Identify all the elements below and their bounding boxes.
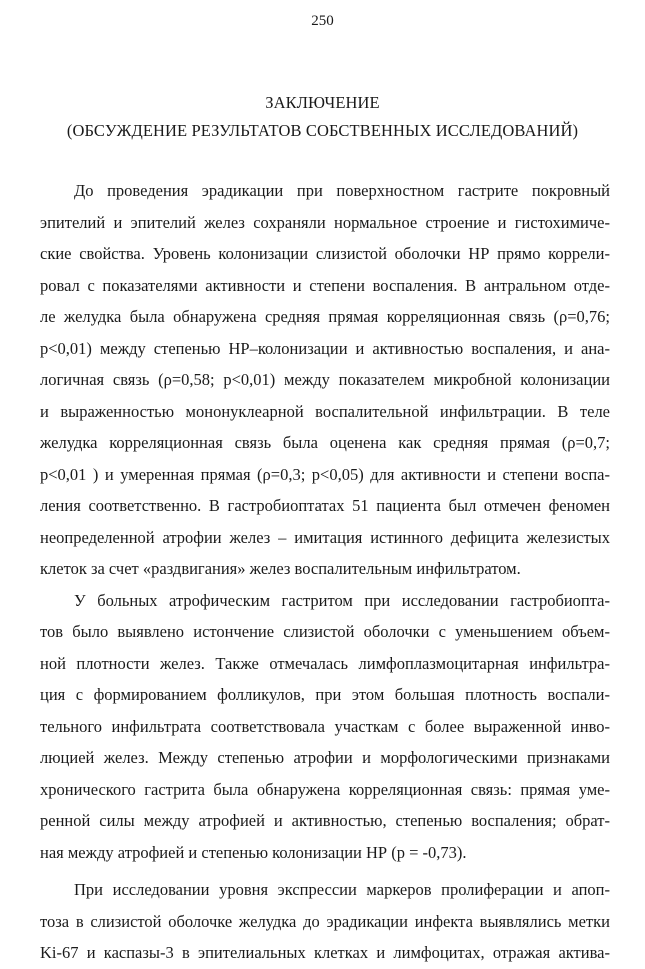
text-line: логичная связь (ρ=0,58; p<0,01) между показателем микробной колонизации	[40, 370, 610, 389]
text-line: У больных атрофическим гастритом при исследовании гастробиопта-	[74, 590, 610, 610]
text-line: p<0,01 ) и умеренная прямая (ρ=0,3; p<0,05) для активности и степени воспа-	[40, 464, 610, 484]
text-line: ной плотности желез. Также отмечалась лимфоплазмоцитарная инфильтра-	[40, 653, 610, 673]
text-line: неопределенной атрофии желез – имитация истинного дефицита железистых	[40, 527, 610, 547]
paragraph	[40, 585, 610, 869]
text-line: и выраженностью мононуклеарной воспалительной инфильтрации. В теле	[40, 401, 610, 421]
page-number: 250	[311, 13, 334, 29]
section-subtitle: (ОБСУЖДЕНИЕ РЕЗУЛЬТАТОВ СОБСТВЕННЫХ ИССЛЕДОВАНИЙ)	[66, 121, 579, 140]
text-line: тоза в слизистой оболочке желудка до эрадикации инфекта выявлялись метки	[40, 911, 610, 931]
text-line: эпителий и эпителий желез сохраняли нормальное строение и гистохимиче-	[40, 212, 610, 232]
text-line: ренной силы между атрофией и активностью, степенью воспаления; обрат-	[40, 811, 610, 830]
text-line: ле желудка была обнаружена средняя прямая корреляционная связь (ρ=0,76;	[40, 307, 610, 326]
text-line: До проведения эрадикации при поверхностном гастрите покровный	[74, 181, 610, 200]
paragraph	[40, 175, 610, 585]
text-line: ровал с показателями активности и степени воспаления. В антральном отде-	[40, 275, 610, 295]
text-line: ция с формированием фолликулов, при этом большая плотность воспали-	[40, 685, 610, 704]
text-line: тов было выявлено истончение слизистой оболочки с уменьшением объем-	[40, 622, 610, 641]
paragraph	[40, 874, 610, 969]
text-line: тельного инфильтрата соответствовала участкам с более выраженной инво-	[40, 716, 610, 736]
text-line: ления соответственно. В гастробиоптатах 51 пациента был отмечен феномен	[40, 496, 610, 515]
text-line: p<0,01) между степенью НР–колонизации и активностью воспаления, и ана-	[40, 338, 610, 358]
text-line: Ki-67 и каспазы-3 в эпителиальных клетках и лимфоцитах, отражая актива-	[40, 943, 610, 962]
text-line: ная между атрофией и степенью колонизации НР (p = -0,73).	[40, 842, 467, 862]
text-line: ские свойства. Уровень колонизации слизистой оболочки НР прямо коррели-	[40, 244, 610, 263]
section-title: ЗАКЛЮЧЕНИЕ	[265, 93, 380, 112]
body-text	[40, 175, 610, 969]
text-line: клеток за счет «раздвигания» желез воспалительным инфильтратом.	[40, 559, 521, 578]
text-line: хронического гастрита была обнаружена корреляционная связь: прямая уме-	[40, 779, 610, 799]
text-line: люцией желез. Между степенью атрофии и морфологическими признаками	[40, 748, 610, 767]
text-line: При исследовании уровня экспрессии маркеров пролиферации и апоп-	[74, 880, 610, 899]
text-line: желудка корреляционная связь была оценена как средняя прямая (ρ=0,7;	[40, 433, 610, 452]
